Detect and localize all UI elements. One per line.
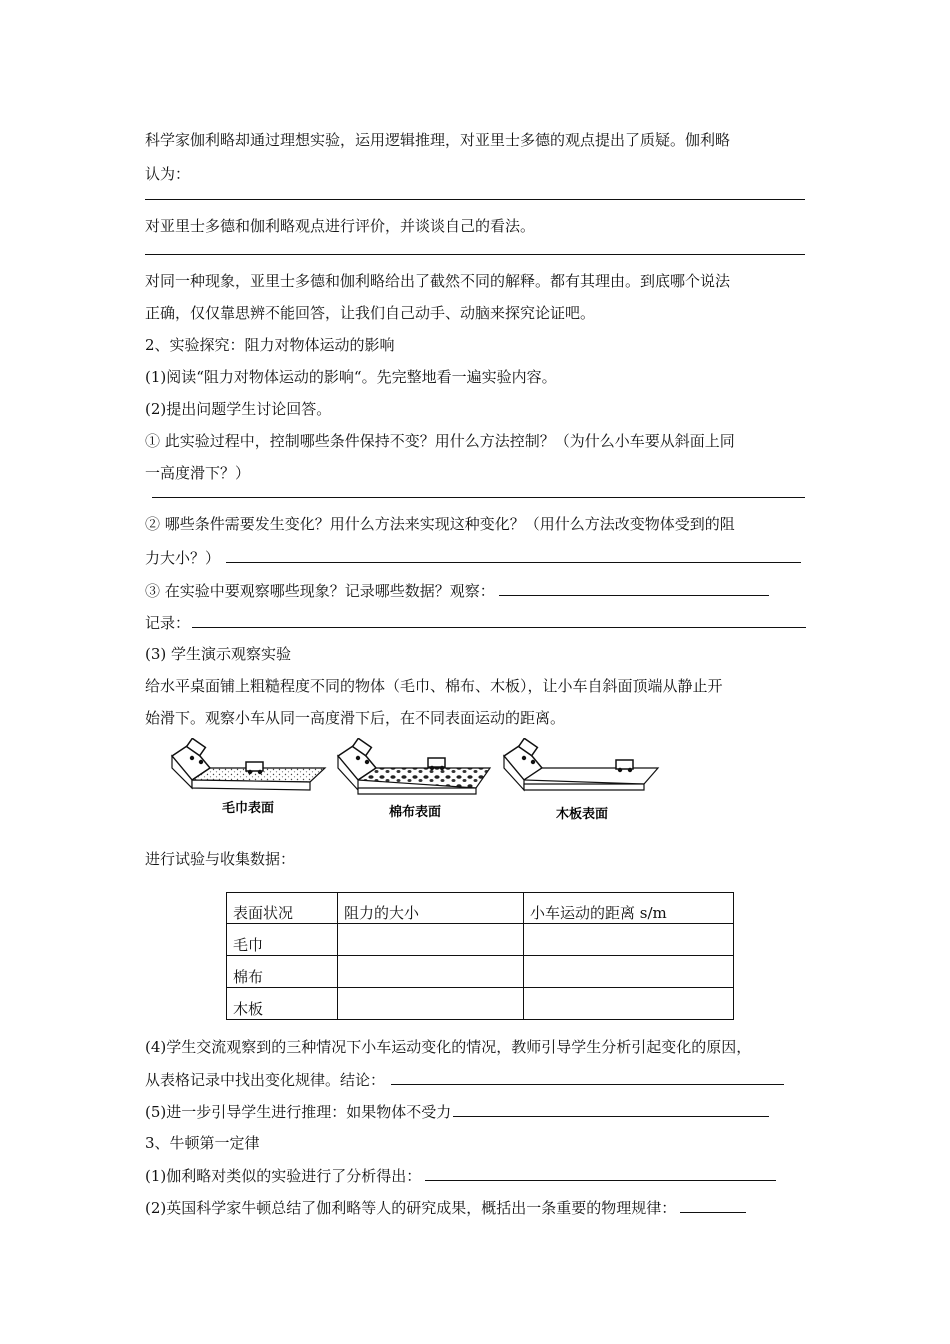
cell-resistance-towel[interactable] [338,924,524,956]
demo-desc-2: 始滑下。观察小车从同一高度滑下后，在不同表面运动的距离。 [145,709,566,727]
demo-desc-1: 给水平桌面铺上粗糙程度不同的物体（毛巾、棉布、木板），让小车自斜面顶端从静止开 [145,677,723,695]
step-5-reasoning [145,1101,769,1122]
answer-blank-q2[interactable] [226,547,801,563]
answer-line-evaluate[interactable] [145,254,805,255]
question-3-text: ③ 在实验中要观察哪些现象？记录哪些数据？观察： [145,582,495,600]
galileo-conclusion-text: (1)伽利略对类似的实验进行了分析得出： [145,1167,422,1185]
header-resistance: 阻力的大小 [338,893,524,924]
question-2-line-1: ② 哪些条件需要发生变化？用什么方法来实现这种变化？（用什么方法改变物体受到的阻 [145,515,735,533]
towel-surface-drawing [172,738,325,790]
para-galileo-thinks: 认为： [145,165,191,183]
step-4-discussion: (4)学生交流观察到的三种情况下小车运动变化的情况，教师引导学生分析引起变化的原因， [145,1038,752,1056]
record-label: 记录： [145,614,191,632]
question-2-text: 力大小？） [145,549,221,567]
board-surface-drawing [504,738,658,790]
row-label-cloth: 棉布 [227,956,338,988]
reasoning-text: (5)进一步引导学生进行推理：如果物体不受力 [145,1103,452,1121]
newton-2-law [145,1197,746,1218]
cell-resistance-cloth[interactable] [338,956,524,988]
step-3-demo: (3) 学生演示观察实验 [145,645,292,663]
table-header-row [227,893,734,924]
para-explanation-1: 对同一种现象，亚里士多德和伽利略给出了截然不同的解释。都有其理由。到底哪个说法 [145,272,731,290]
cell-resistance-board[interactable] [338,988,524,1020]
newton-law-text: (2)英国科学家牛顿总结了伽利略等人的研究成果，概括出一条重要的物理规律： [145,1199,677,1217]
section-2-heading: 2、实验探究：阻力对物体运动的影响 [145,336,395,354]
answer-line-q1[interactable] [152,497,805,498]
step-1-read: (1)阅读“阻力对物体运动的影响“。先完整地看一遍实验内容。 [145,368,557,386]
question-3-record [145,612,806,633]
newton-1-galileo [145,1165,776,1186]
answer-blank-observe[interactable] [499,580,769,596]
para-galileo-intro: 科学家伽利略却通过理想实验，运用逻辑推理，对亚里士多德的观点提出了质疑。伽利略 [145,131,731,149]
question-2-line-2 [145,547,801,568]
answer-blank-reasoning[interactable] [453,1101,769,1117]
answer-blank-newton[interactable] [680,1197,746,1213]
cloth-surface-drawing [338,738,490,794]
table-row [227,988,734,1020]
table-row [227,956,734,988]
data-collection-heading: 进行试验与收集数据： [145,850,296,868]
answer-blank-galileo[interactable] [425,1165,776,1181]
row-label-towel: 毛巾 [227,924,338,956]
question-evaluate: 对亚里士多德和伽利略观点进行评价，并谈谈自己的看法。 [145,217,536,235]
experiment-figure [170,738,660,830]
question-1-line-1: ① 此实验过程中，控制哪些条件保持不变？用什么方法控制？（为什么小车要从斜面上同 [145,432,735,450]
cell-distance-board[interactable] [524,988,734,1020]
answer-line-galileo[interactable] [145,199,805,200]
cell-distance-towel[interactable] [524,924,734,956]
data-table [226,892,734,1020]
header-surface: 表面状况 [227,893,338,924]
answer-blank-conclusion[interactable] [391,1069,784,1085]
conclusion-text: 从表格记录中找出变化规律。结论： [145,1071,386,1089]
cell-distance-cloth[interactable] [524,956,734,988]
table-row [227,924,734,956]
section-3-heading: 3、牛顿第一定律 [145,1134,260,1152]
para-explanation-2: 正确，仅仅靠思辨不能回答，让我们自己动手、动脑来探究论证吧。 [145,304,596,322]
question-1-line-2: 一高度滑下？） [145,464,251,482]
step-2-questions: (2)提出问题学生讨论回答。 [145,400,332,418]
row-label-board: 木板 [227,988,338,1020]
header-distance: 小车运动的距离 s/m [524,893,734,924]
caption-cloth: 棉布表面 [389,805,442,820]
answer-blank-record[interactable] [192,612,806,628]
caption-towel: 毛巾表面 [222,801,275,816]
question-3-observe [145,580,769,601]
step-4-conclusion [145,1069,784,1090]
caption-board: 木板表面 [556,807,609,822]
